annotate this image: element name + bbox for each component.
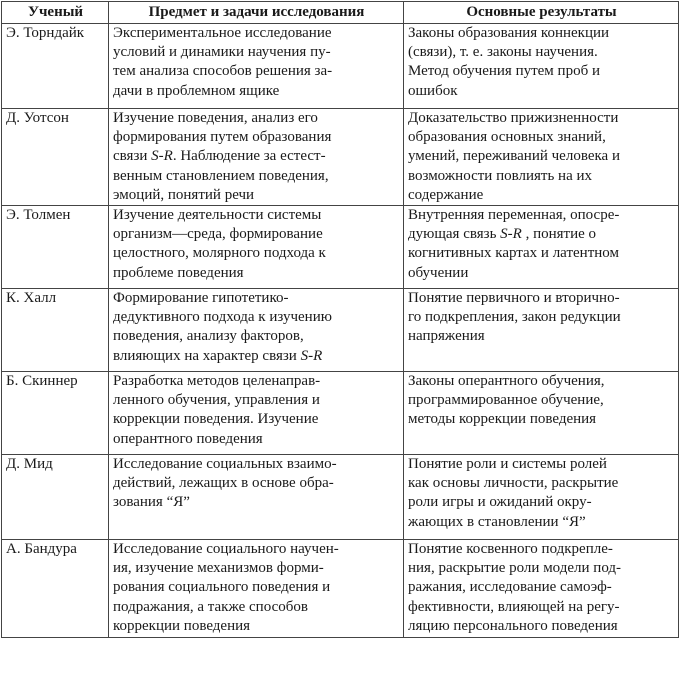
cell-results: Внутренняя переменная, опосре- дующая связь S-R , понятие о когнитивных картах и латентном обучении [404, 206, 679, 289]
cell-scientist: А. Бандура [2, 540, 109, 638]
cell-results: Понятие первичного и вторично- го подкрепления, закон редукции напряжения [404, 289, 679, 372]
table-row [2, 206, 679, 289]
cell-results: Законы образования коннекции (связи), т. е. законы научения. Метод обучения путем проб и ошибок [404, 24, 679, 109]
table-row [2, 289, 679, 372]
header-scientist: Ученый [2, 2, 109, 24]
cell-results: Понятие косвенного подкрепле- ния, раскрытие роли модели под- ражания, исследование самоэф- фективности, влияющей на регу- ляцию персонального поведения [404, 540, 679, 638]
cell-subject: Исследование социальных взаимо- действий, лежащих в основе обра- зования “Я” [109, 455, 404, 540]
cell-subject: Изучение деятельности системы организм—среда, формирование целостного, молярного подхода к проблеме поведения [109, 206, 404, 289]
cell-results: Понятие роли и системы ролей как основы личности, раскрытие роли игры и ожиданий окру- жающих в становлении “Я” [404, 455, 679, 540]
header-row [2, 2, 679, 24]
cell-results: Доказательство прижизненности образования основных знаний, умений, переживаний человека и возможности повлиять на их содержание [404, 109, 679, 206]
psychology-table [1, 1, 679, 638]
cell-results: Законы оперантного обучения, программированное обучение, методы коррекции поведения [404, 372, 679, 455]
italic-term: S-R [500, 226, 522, 243]
cell-subject: Исследование социального научен- ия, изучение механизмов форми- рования социального поведения и подражания, а также способов коррекции поведения [109, 540, 404, 638]
header-subject: Предмет и задачи исследования [109, 2, 404, 24]
table-row [2, 109, 679, 206]
header-results: Основные результаты [404, 2, 679, 24]
cell-scientist: Б. Скиннер [2, 372, 109, 455]
table-row [2, 372, 679, 455]
cell-scientist: Д. Уотсон [2, 109, 109, 206]
cell-subject: Изучение поведения, анализ его формирования путем образования связи S-R. Наблюдение за естест- венным становлением поведения, эмоций, понятий речи [109, 109, 404, 206]
table-row [2, 540, 679, 638]
cell-subject: Разработка методов целенаправ- ленного обучения, управления и коррекции поведения. Изучение оперантного поведения [109, 372, 404, 455]
italic-term: S-R [300, 347, 323, 364]
cell-scientist: Э. Торндайк [2, 24, 109, 109]
table-row [2, 455, 679, 540]
italic-term: S-R [151, 148, 173, 165]
cell-scientist: Э. Толмен [2, 206, 109, 289]
cell-scientist: К. Халл [2, 289, 109, 372]
cell-scientist: Д. Мид [2, 455, 109, 540]
cell-subject: Формирование гипотетико- дедуктивного подхода к изучению поведения, анализу факторов, влияющих на характер связи S-R [109, 289, 404, 372]
cell-subject: Экспериментальное исследование условий и динамики научения пу- тем анализа способов решения за- дачи в проблемном ящике [109, 24, 404, 109]
table-row [2, 24, 679, 109]
